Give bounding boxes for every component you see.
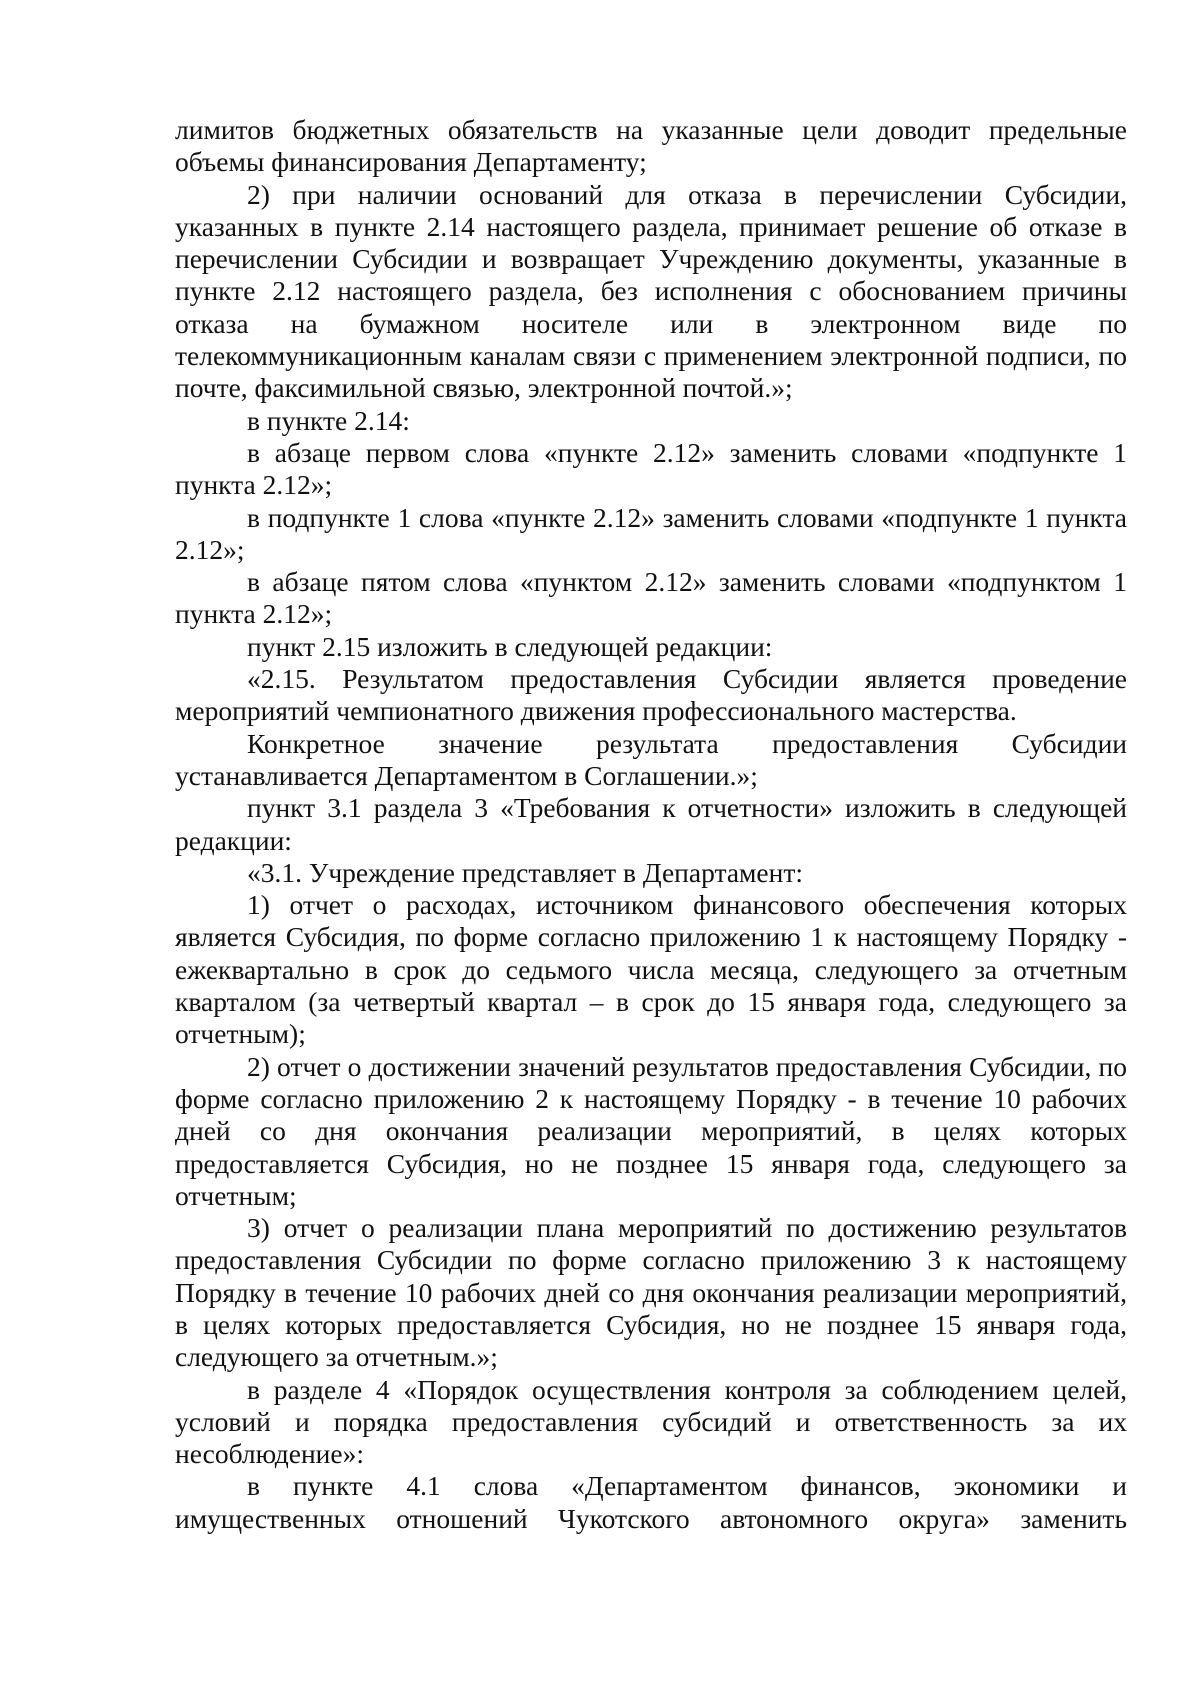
paragraph-12: 1) отчет о расходах, источником финансового обеспечения которых является Субсидия, по форме согласно приложению 1 к настоящему Порядку - ежеквартально в срок до седьмого числа месяца, следующего за отчетным кварталом (за четвертый квартал – в срок до 15 января года, следующего за отчетным); xyxy=(175,889,1127,1050)
paragraph-14: 3) отчет о реализации плана мероприятий по достижению результатов предоставления Субсидии по форме согласно приложению 3 к настоящему Порядку в течение 10 рабочих дней со дня окончания реализации мероприятий, в целях которых предоставляется Субсидия, но не позднее 15 января года, следующего за отчетным.»; xyxy=(175,1212,1127,1373)
paragraph-2: 2) при наличии оснований для отказа в перечислении Субсидии, указанных в пункте 2.14 настоящего раздела, принимает решение об отказе в перечислении Субсидии и возвращает Учреждению документы, указанные в пункте 2.12 настоящего раздела, без исполнения с обоснованием причины отказа на бумажном носителе или в электронном виде по телекоммуникационным каналам связи с применением электронной подписи, по почте, факсимильной связью, электронной почтой.»; xyxy=(175,178,1127,404)
paragraph-7: пункт 2.15 изложить в следующей редакции: xyxy=(247,630,773,662)
paragraph-1: лимитов бюджетных обязательств на указанные цели доводит предельные объемы финансирования Департаменту; xyxy=(175,114,1127,178)
paragraph-4: в абзаце первом слова «пункте 2.12» заменить словами «подпункте 1 пункта 2.12»; xyxy=(175,436,1127,501)
paragraph-10: пункт 3.1 раздела 3 «Требования к отчетности» изложить в следующей редакции: xyxy=(175,792,1127,856)
paragraph-11: «3.1. Учреждение представляет в Департамент: xyxy=(247,856,804,888)
paragraph-15: в разделе 4 «Порядок осуществления контроля за соблюдением целей, условий и порядка предоставления субсидий и ответственность за их несоблюдение»: xyxy=(175,1373,1127,1470)
paragraph-9: Конкретное значение результата предоставления Субсидии устанавливается Департаментом в Соглашении.»; xyxy=(175,727,1127,791)
paragraph-5: в подпункте 1 слова «пункте 2.12» заменить словами «подпункте 1 пункта 2.12»; xyxy=(175,501,1127,565)
paragraph-13: 2) отчет о достижении значений результатов предоставления Субсидии, по форме согласно приложению 2 к настоящему Порядку - в течение 10 рабочих дней со дня окончания реализации мероприятий, в целях которых предоставляется Субсидия, но не позднее 15 января года, следующего за отчетным; xyxy=(175,1050,1127,1211)
paragraph-6: в абзаце пятом слова «пунктом 2.12» заменить словами «подпунктом 1 пункта 2.12»; xyxy=(175,566,1127,630)
document-body xyxy=(175,114,1127,1535)
paragraph-3: в пункте 2.14: xyxy=(247,404,410,436)
paragraph-16: в пункте 4.1 слова «Департаментом финансов, экономики и имущественных отношений Чукотского автономного округа» заменить xyxy=(175,1470,1127,1534)
paragraph-8: «2.15. Результатом предоставления Субсидии является проведение мероприятий чемпионатного движения профессионального мастерства. xyxy=(175,663,1127,727)
